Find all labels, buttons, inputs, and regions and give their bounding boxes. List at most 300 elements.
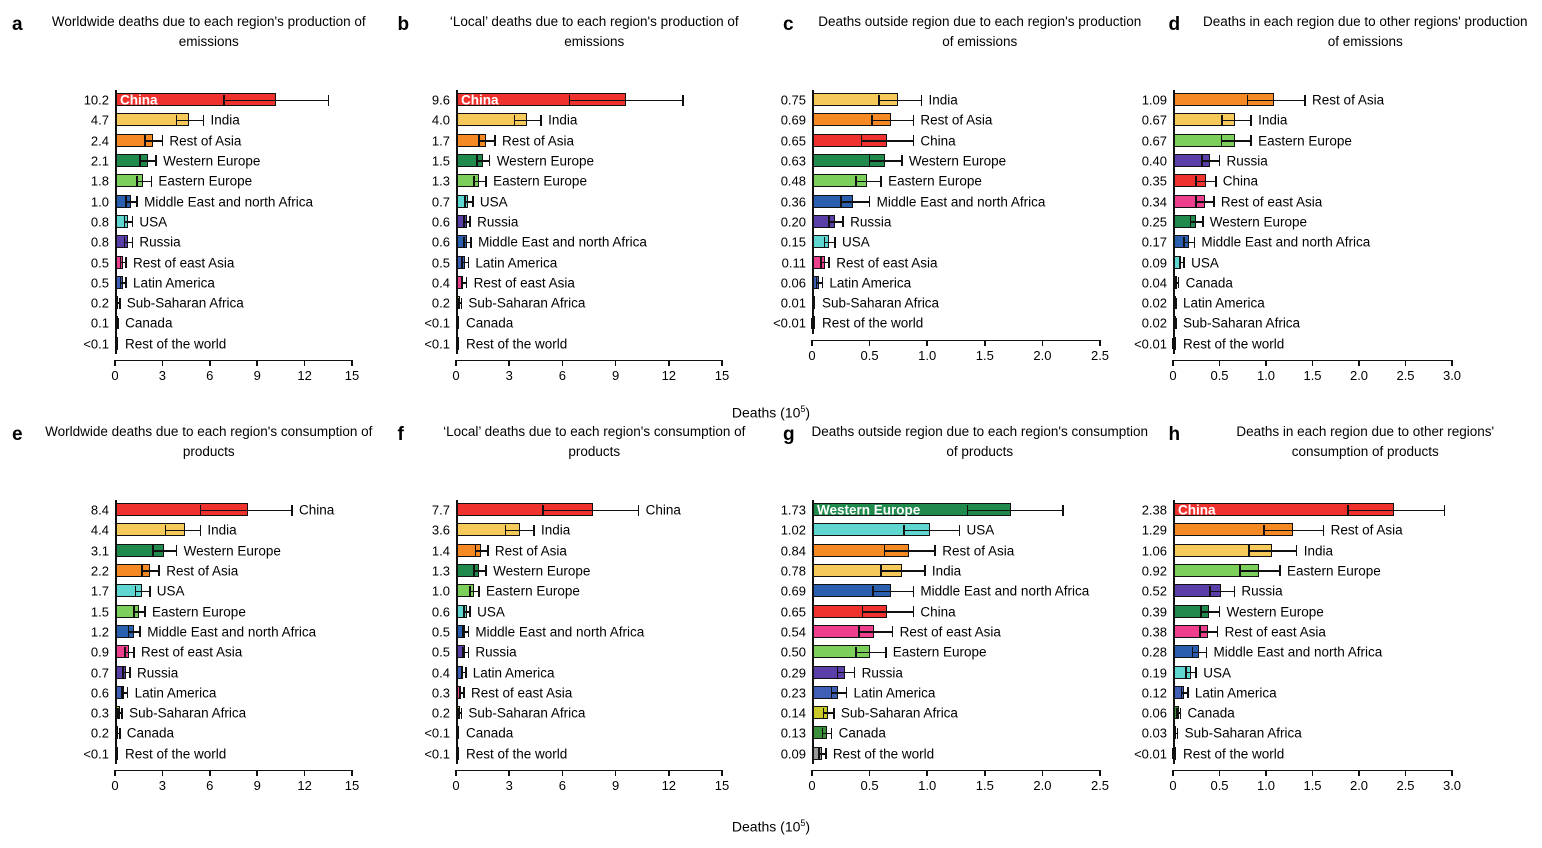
bar-value-label: 2.38 — [1141, 502, 1167, 518]
panel-letter-f: f — [397, 424, 404, 445]
bar-container — [812, 131, 1100, 151]
panel-title-b: ‘Local’ deaths due to each region's production of emissions — [449, 14, 739, 49]
error-bar-line — [1249, 550, 1296, 552]
error-bar-cap — [1221, 115, 1223, 126]
panel-h — [1134, 410, 1542, 820]
bar-value-label: 0.6 — [431, 234, 450, 250]
bar-value-label: 0.38 — [1141, 624, 1167, 640]
error-bar-cap — [1234, 586, 1236, 597]
x-axis-tick — [1042, 340, 1044, 346]
error-bar-line — [474, 181, 486, 183]
bar-category-label: Rest of Asia — [169, 133, 242, 149]
bar-row — [0, 642, 386, 662]
error-bar-cap — [125, 257, 127, 268]
x-axis-tick — [1172, 770, 1174, 776]
x-axis-tick — [162, 360, 164, 366]
bar-row — [771, 703, 1157, 723]
error-bar-cap — [842, 216, 844, 227]
x-axis-tick-label: 6 — [558, 367, 567, 383]
bar-row — [1141, 662, 1542, 682]
panel-title-a: Worldwide deaths due to each region's production of emissions — [51, 14, 366, 49]
x-axis-tick — [562, 360, 564, 366]
error-bar-line — [479, 140, 495, 142]
bar-value-label: <0.1 — [424, 315, 450, 331]
error-bar-cap — [880, 565, 882, 576]
error-bar-cap — [155, 155, 157, 166]
error-bar-cap — [485, 176, 487, 187]
error-bar-line — [863, 611, 914, 613]
x-axis-tick — [926, 770, 928, 776]
error-bar-line — [145, 140, 162, 142]
bar-row — [386, 313, 772, 333]
bar-row — [0, 541, 386, 561]
error-bar-cap — [223, 95, 225, 106]
error-bar-line — [515, 120, 542, 122]
error-bar-line — [832, 692, 847, 694]
error-bar-cap — [823, 708, 825, 719]
x-axis-tick — [455, 770, 457, 776]
error-bar-cap — [885, 647, 887, 658]
error-bar-cap — [1304, 95, 1306, 106]
bar-row — [0, 90, 386, 110]
error-bar-cap — [462, 647, 464, 658]
bar-value-label: 0.06 — [1141, 705, 1167, 721]
error-bar-cap — [1192, 647, 1194, 658]
bar-category-label: Latin America — [829, 275, 912, 291]
bar-category-label: Russia — [1241, 583, 1283, 599]
bar-row — [1141, 90, 1542, 110]
bar-container — [812, 662, 1100, 682]
bar-category-label: India — [1303, 543, 1333, 559]
error-bar-line — [1264, 530, 1324, 532]
bar-row — [771, 293, 1157, 313]
x-axis-tick-label: 2.5 — [1090, 347, 1110, 363]
bar-row — [1141, 723, 1542, 743]
error-bar-cap — [468, 257, 470, 268]
error-bar-line — [1210, 591, 1234, 593]
error-bar-cap — [846, 687, 848, 698]
error-bar-cap — [463, 216, 465, 227]
x-axis-tick-label: 6 — [206, 367, 214, 383]
bar-value-label: 0.36 — [780, 194, 806, 210]
error-bar-line — [856, 181, 881, 183]
bar-category-label: Middle East and north Africa — [1213, 644, 1383, 660]
error-bar-line — [1196, 201, 1214, 203]
bar-value-label: 0.19 — [1141, 665, 1167, 681]
x-axis-tick — [668, 360, 670, 366]
bar-category-label: Canada — [1185, 275, 1233, 291]
bar-row — [1141, 151, 1542, 171]
bar-row — [1141, 232, 1542, 252]
panel-a — [0, 0, 386, 410]
x-axis-tick-label: 3 — [158, 777, 167, 793]
bar-value-label: 9.6 — [431, 92, 450, 108]
bar-row — [386, 683, 772, 703]
bar-category-label: Middle East and north Africa — [147, 624, 317, 640]
error-bar-cap — [1194, 237, 1196, 248]
x-axis-tick — [1405, 360, 1407, 366]
bar-value-label: 3.1 — [90, 543, 109, 559]
error-bar-cap — [855, 176, 857, 187]
plot-area-d — [1134, 90, 1542, 383]
error-bar-line — [1222, 120, 1251, 122]
error-bar-line — [1202, 160, 1220, 162]
bar-value-label: <0.1 — [83, 746, 109, 762]
bar-row — [1141, 313, 1542, 333]
error-bar-cap — [473, 565, 475, 576]
error-bar-cap — [831, 728, 833, 739]
bar-row — [386, 252, 772, 272]
error-bar-line — [474, 570, 486, 572]
error-bar-cap — [464, 196, 466, 207]
x-axis-tick — [562, 770, 564, 776]
error-bar-cap — [638, 505, 640, 516]
bar-category-label: Rest of Asia — [920, 112, 993, 128]
panel-title-c: Deaths outside region due to each region's production of emissions — [818, 14, 1142, 49]
error-bar-cap — [135, 586, 137, 597]
bar-value-label: 0.6 — [431, 604, 450, 620]
bar-category-label: Rest of Asia — [166, 563, 239, 579]
bar-row — [0, 581, 386, 601]
x-axis-tick — [162, 770, 164, 776]
bar-category-label: Rest of Asia — [1312, 92, 1385, 108]
error-bar-cap — [1183, 257, 1185, 268]
bar-value-label: 0.2 — [90, 725, 109, 741]
bar-row — [0, 334, 386, 354]
bar-category-label: Latin America — [133, 275, 215, 291]
bar-category-label: Rest of the world — [1183, 746, 1285, 762]
bar-value-label: 0.54 — [780, 624, 806, 640]
bar-row — [1141, 500, 1542, 520]
error-bar-line — [859, 631, 892, 633]
bar-row — [386, 561, 772, 581]
bar-category-label: Rest of the world — [125, 336, 227, 352]
plot-area-g — [771, 500, 1157, 793]
error-bar-cap — [1183, 237, 1185, 248]
error-bar-cap — [880, 176, 882, 187]
bar-row — [771, 191, 1157, 211]
error-bar-cap — [1175, 318, 1177, 329]
x-axis-tick-label: 0 — [808, 777, 816, 793]
x-axis-tick-label: 2.5 — [1090, 777, 1110, 793]
y-axis-line — [1173, 90, 1175, 354]
bar-category-label: Rest of the world — [125, 746, 227, 762]
error-bar-cap — [1181, 687, 1183, 698]
panel-title-e: Worldwide deaths due to each region's consumption of products — [45, 424, 373, 459]
x-axis-tick — [811, 770, 813, 776]
error-bar-cap — [158, 565, 160, 576]
x-axis-tick-label: 6 — [558, 777, 567, 793]
x-axis-tick — [455, 360, 457, 366]
error-bar-line — [569, 100, 682, 102]
x-axis-tick — [869, 770, 871, 776]
error-bar-cap — [533, 525, 535, 536]
error-bar-cap — [465, 667, 467, 678]
x-axis-tick-label: 15 — [714, 367, 730, 383]
x-axis-tick-label: 1.0 — [918, 777, 937, 793]
error-bar-line — [177, 120, 204, 122]
error-bar-cap — [540, 115, 542, 126]
bar-row — [771, 232, 1157, 252]
error-bar-cap — [125, 277, 127, 288]
bar-value-label: <0.01 — [773, 315, 806, 331]
bar-value-label: 0.5 — [90, 275, 109, 291]
bar-row — [771, 313, 1157, 333]
bar-row — [386, 293, 772, 313]
plot-area-a — [0, 90, 386, 383]
error-bar-cap — [461, 298, 463, 309]
axis-caption-bottom: Deaths $(10^5)$ — [731, 818, 811, 835]
bar-value-label: 0.3 — [90, 705, 109, 721]
panel-b — [386, 0, 772, 410]
bar-row — [771, 723, 1157, 743]
bar-value-label: 1.0 — [431, 583, 450, 599]
error-bar-cap — [1185, 667, 1187, 678]
bar-category-label: China — [298, 502, 335, 518]
bar-row — [386, 212, 772, 232]
x-axis-tick — [811, 340, 813, 346]
x-axis-line — [115, 360, 352, 362]
error-bar-cap — [473, 176, 475, 187]
bar-value-label: 0.5 — [431, 624, 450, 640]
x-axis-tick-label: 0 — [111, 777, 119, 793]
bar-category-label: USA — [479, 194, 508, 210]
error-bar-cap — [127, 687, 129, 698]
bar-value-label: 1.5 — [431, 153, 450, 169]
bar-row — [771, 171, 1157, 191]
y-axis-line — [812, 90, 814, 334]
bar-row — [386, 90, 772, 110]
error-bar-cap — [129, 667, 131, 678]
error-bar-cap — [470, 237, 472, 248]
x-axis-tick-label: 3 — [505, 777, 513, 793]
error-bar-line — [870, 160, 902, 162]
bar-category-label: USA — [1191, 255, 1219, 271]
x-axis-tick-label: 12 — [661, 777, 677, 793]
error-bar-cap — [133, 647, 135, 658]
bar-category-label: Rest of the world — [1183, 336, 1285, 352]
bar-category-label: Middle East and north Africa — [475, 624, 645, 640]
error-bar-line — [506, 530, 534, 532]
x-axis-tick — [615, 770, 617, 776]
bar-category-label: USA — [139, 214, 168, 230]
plot-area-c — [771, 90, 1157, 363]
error-bar-cap — [463, 606, 465, 617]
bar-value-label: 1.2 — [90, 624, 109, 640]
error-bar-cap — [959, 525, 961, 536]
bar-row — [1134, 744, 1542, 764]
error-bar-cap — [117, 708, 119, 719]
bar-value-label: 0.2 — [431, 705, 450, 721]
bar-category-label: Sub-Saharan Africa — [1183, 315, 1301, 331]
error-bar-cap — [824, 237, 826, 248]
x-axis-line — [812, 340, 1100, 342]
x-axis-tick-label: 1.5 — [975, 777, 994, 793]
panel-c — [771, 0, 1157, 410]
error-bar-cap — [141, 565, 143, 576]
bar-value-label: 0.39 — [1141, 604, 1167, 620]
bar-category-label: Eastern Europe — [888, 173, 982, 189]
bar-value-label: <0.1 — [424, 336, 450, 352]
error-bar-line — [879, 100, 922, 102]
error-bar-cap — [934, 545, 936, 556]
error-bar-cap — [478, 586, 480, 597]
bar-value-label: 1.06 — [1141, 543, 1167, 559]
error-bar-cap — [913, 135, 915, 146]
bar-row — [0, 293, 386, 313]
bar-value-label: 0.7 — [431, 194, 450, 210]
bar-category-label: Latin America — [1183, 295, 1265, 311]
bar-row — [771, 642, 1157, 662]
panel-title-f: ‘Local’ deaths due to each region's consumption of products — [443, 424, 746, 459]
error-bar-cap — [828, 216, 830, 227]
bar-container — [456, 500, 722, 520]
error-bar-cap — [463, 237, 465, 248]
x-axis-tick — [984, 340, 986, 346]
bar-value-label: <0.01 — [1134, 746, 1167, 762]
bar-category-label: Rest of the world — [832, 746, 935, 762]
x-axis-tick — [721, 770, 723, 776]
bar-value-label: 0.5 — [90, 255, 109, 271]
bar-category-label: India — [1258, 112, 1288, 128]
plot-area-f — [386, 500, 772, 793]
bar-value-label: 0.69 — [780, 112, 806, 128]
error-bar-cap — [1180, 708, 1182, 719]
bar-row — [386, 171, 772, 191]
error-bar-line — [166, 530, 201, 532]
error-bar-cap — [901, 155, 903, 166]
error-bar-cap — [828, 257, 830, 268]
bar-value-label: 1.4 — [431, 543, 450, 559]
bar-category-label: Sub-Saharan Africa — [129, 705, 247, 721]
error-bar-line — [862, 140, 914, 142]
x-axis-tick-label: 2.5 — [1396, 777, 1415, 793]
x-axis-tick — [508, 770, 510, 776]
x-axis-tick-label: 6 — [206, 777, 214, 793]
bar-category-label: Middle East and north Africa — [144, 194, 313, 210]
bar-category-label: Rest of Asia — [1330, 522, 1403, 538]
error-bar-cap — [514, 115, 516, 126]
bar-category-label: Canada — [1187, 705, 1235, 721]
error-bar-cap — [869, 196, 871, 207]
bar-container — [1173, 151, 1452, 171]
bar-row — [771, 520, 1157, 540]
error-bar-line — [142, 570, 159, 572]
bar-category-label: Latin America — [853, 685, 936, 701]
bar-category-label: Eastern Europe — [152, 604, 246, 620]
bar-row — [771, 90, 1157, 110]
error-bar-cap — [921, 95, 923, 106]
error-bar-cap — [871, 115, 873, 126]
bar-category-label: USA — [966, 522, 995, 538]
x-axis-line — [456, 360, 722, 362]
bar-value-label: <0.1 — [424, 725, 450, 741]
bar-row — [386, 622, 772, 642]
bar-category-label: China — [920, 133, 956, 149]
bar-value-label: 0.25 — [1141, 214, 1167, 230]
error-bar-cap — [459, 687, 461, 698]
error-bar-line — [224, 100, 328, 102]
bar-category-label: Rest of east Asia — [1224, 624, 1326, 640]
bar-row — [0, 622, 386, 642]
error-bar-cap — [125, 196, 127, 207]
x-axis-tick-label: 1.5 — [1303, 367, 1322, 383]
error-bar-line — [904, 530, 959, 532]
bar-value-label: 0.20 — [780, 214, 806, 230]
bar-row — [386, 191, 772, 211]
x-axis-tick — [209, 770, 211, 776]
bar-row — [1141, 212, 1542, 232]
bar-value-label: 0.40 — [1141, 153, 1167, 169]
bar-value-label: 0.23 — [780, 685, 806, 701]
bar-row — [1141, 622, 1542, 642]
x-axis-tick — [1172, 360, 1174, 366]
error-bar-cap — [144, 135, 146, 146]
bar-container — [1173, 171, 1452, 191]
bar-row — [771, 541, 1157, 561]
bar-row — [1141, 191, 1542, 211]
error-bar-line — [1196, 181, 1216, 183]
error-bar-cap — [1195, 667, 1197, 678]
bar-category-label: India — [541, 522, 571, 538]
bar-row — [0, 131, 386, 151]
panel-g — [771, 410, 1157, 820]
bar-row — [1141, 683, 1542, 703]
bar-value-label: 0.9 — [90, 644, 109, 660]
error-bar-cap — [122, 667, 124, 678]
bar-container — [456, 520, 722, 540]
error-bar-cap — [1217, 626, 1219, 637]
error-bar-cap — [505, 525, 507, 536]
error-bar-line — [968, 510, 1064, 512]
error-bar-cap — [1323, 525, 1325, 536]
panel-letter-h: h — [1168, 424, 1181, 445]
bar-category-label: India — [210, 112, 240, 128]
error-bar-cap — [165, 525, 167, 536]
x-axis-tick-label: 0.5 — [1210, 777, 1229, 793]
bar-row — [0, 744, 386, 764]
x-axis-tick — [256, 360, 258, 366]
bar-value-label: 0.78 — [780, 563, 806, 579]
bar-category-label: Western Europe — [817, 502, 921, 518]
error-bar-cap — [124, 237, 126, 248]
bar-row — [1141, 273, 1542, 293]
error-bar-cap — [1175, 277, 1177, 288]
bar-value-label: 0.34 — [1141, 194, 1167, 210]
bar-category-label: Latin America — [472, 665, 555, 681]
bar-category-label: USA — [477, 604, 505, 620]
bar-value-label: 0.13 — [780, 725, 806, 741]
bar-row — [0, 520, 386, 540]
bar-container — [115, 581, 352, 601]
bar-value-label: 2.1 — [90, 153, 109, 169]
x-axis-tick-label: 1.0 — [1256, 777, 1276, 793]
error-bar-cap — [461, 277, 463, 288]
bar-value-label: 4.0 — [431, 112, 450, 128]
x-axis-tick — [1265, 360, 1267, 366]
error-bar-cap — [469, 586, 471, 597]
bar-category-label: Sub-Saharan Africa — [822, 295, 940, 311]
x-axis-tick — [1405, 770, 1407, 776]
x-axis-tick-label: 12 — [661, 367, 677, 383]
x-axis-tick — [1219, 770, 1221, 776]
error-bar-line — [137, 181, 151, 183]
bar-category-label: Rest of east Asia — [473, 275, 575, 291]
error-bar-cap — [469, 606, 471, 617]
bar-value-label: 7.7 — [431, 502, 450, 518]
bar-value-label: 0.29 — [780, 665, 806, 681]
bar-category-label: Rest of east Asia — [1220, 194, 1323, 210]
